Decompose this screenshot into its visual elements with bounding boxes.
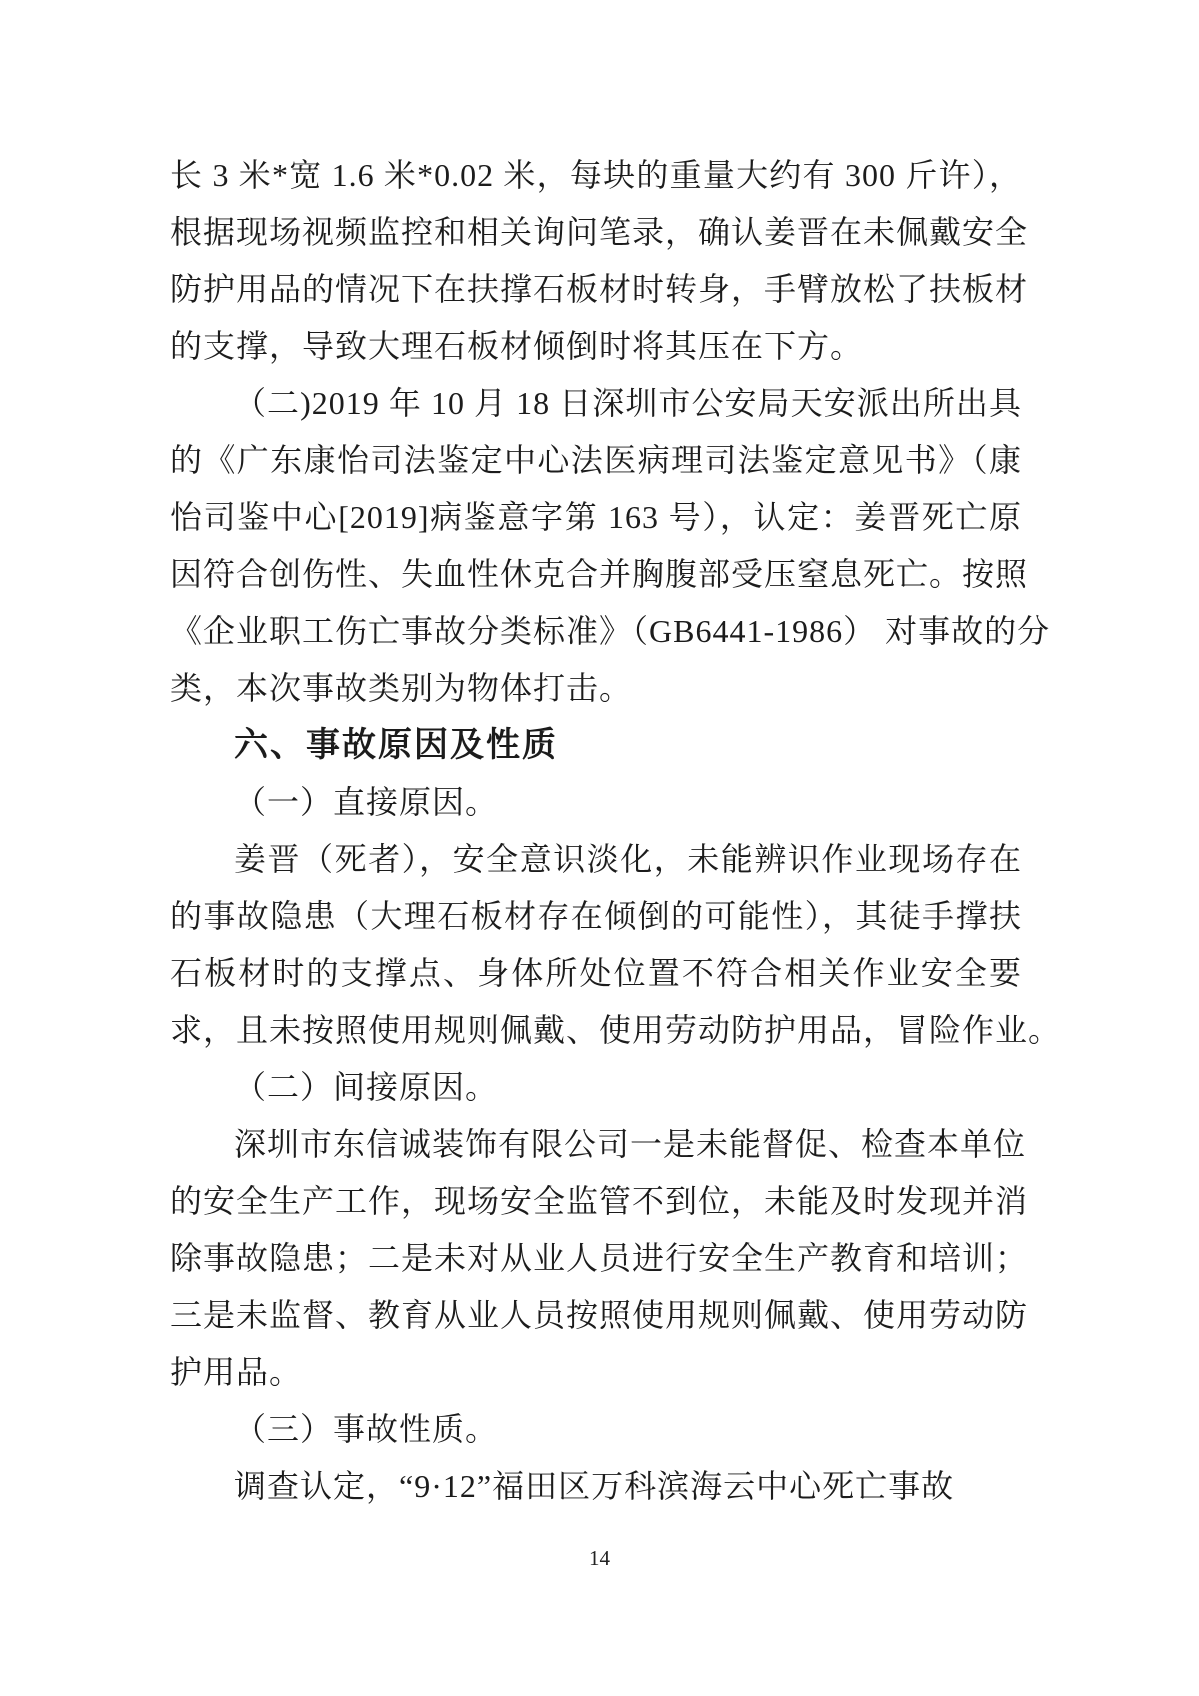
text-line: 石板材时的支撑点、身体所处位置不符合相关作业安全要 [170,955,1022,991]
text-line: 的事故隐患（大理石板材存在倾倒的可能性），其徒手撑扶 [170,898,1022,934]
text-line: （二）间接原因。 [234,1069,499,1105]
text-line: （一）直接原因。 [234,784,499,820]
text-line: （二)2019 年 10 月 18 日深圳市公安局天安派出所出具 [234,385,1022,421]
text-line: 调查认定，“9·12”福田区万科滨海云中心死亡事故 [234,1468,955,1504]
text-line: 类，本次事故类别为物体打击。 [170,670,633,706]
text-line: 防护用品的情况下在扶撑石板材时转身，手臂放松了扶板材 [170,271,1029,307]
page-number: 14 [589,1546,610,1570]
text-line: 怡司鉴中心[2019]病鉴意字第 163 号），认定：姜晋死亡原 [170,499,1022,535]
text-line: 因符合创伤性、失血性休克合并胸腹部受压窒息死亡。按照 [170,556,1029,592]
text-line: 《企业职工伤亡事故分类标准》（GB6441-1986） 对事故的分 [170,613,1051,649]
text-line: 的《广东康怡司法鉴定中心法医病理司法鉴定意见书》（康 [170,442,1022,478]
text-line: 的安全生产工作，现场安全监管不到位，未能及时发现并消 [170,1183,1029,1219]
document-body [170,147,1062,1515]
text-line: 姜晋（死者），安全意识淡化，未能辨识作业现场存在 [234,841,1022,877]
text-line: 除事故隐患；二是未对从业人员进行安全生产教育和培训； [170,1240,1029,1276]
text-line: 根据现场视频监控和相关询问笔录，确认姜晋在未佩戴安全 [170,214,1029,250]
text-line: 的支撑，导致大理石板材倾倒时将其压在下方。 [170,328,864,364]
section-heading: 六、事故原因及性质 [234,726,558,764]
text-line: 长 3 米*宽 1.6 米*0.02 米，每块的重量大约有 300 斤许）， [170,157,1022,193]
text-line: （三）事故性质。 [234,1411,499,1447]
text-line: 三是未监督、教育从业人员按照使用规则佩戴、使用劳动防 [170,1297,1029,1333]
text-line: 深圳市东信诚装饰有限公司一是未能督促、检查本单位 [234,1126,1027,1162]
text-line: 护用品。 [170,1354,303,1390]
text-line: 求，且未按照使用规则佩戴、使用劳动防护用品，冒险作业。 [170,1012,1062,1048]
